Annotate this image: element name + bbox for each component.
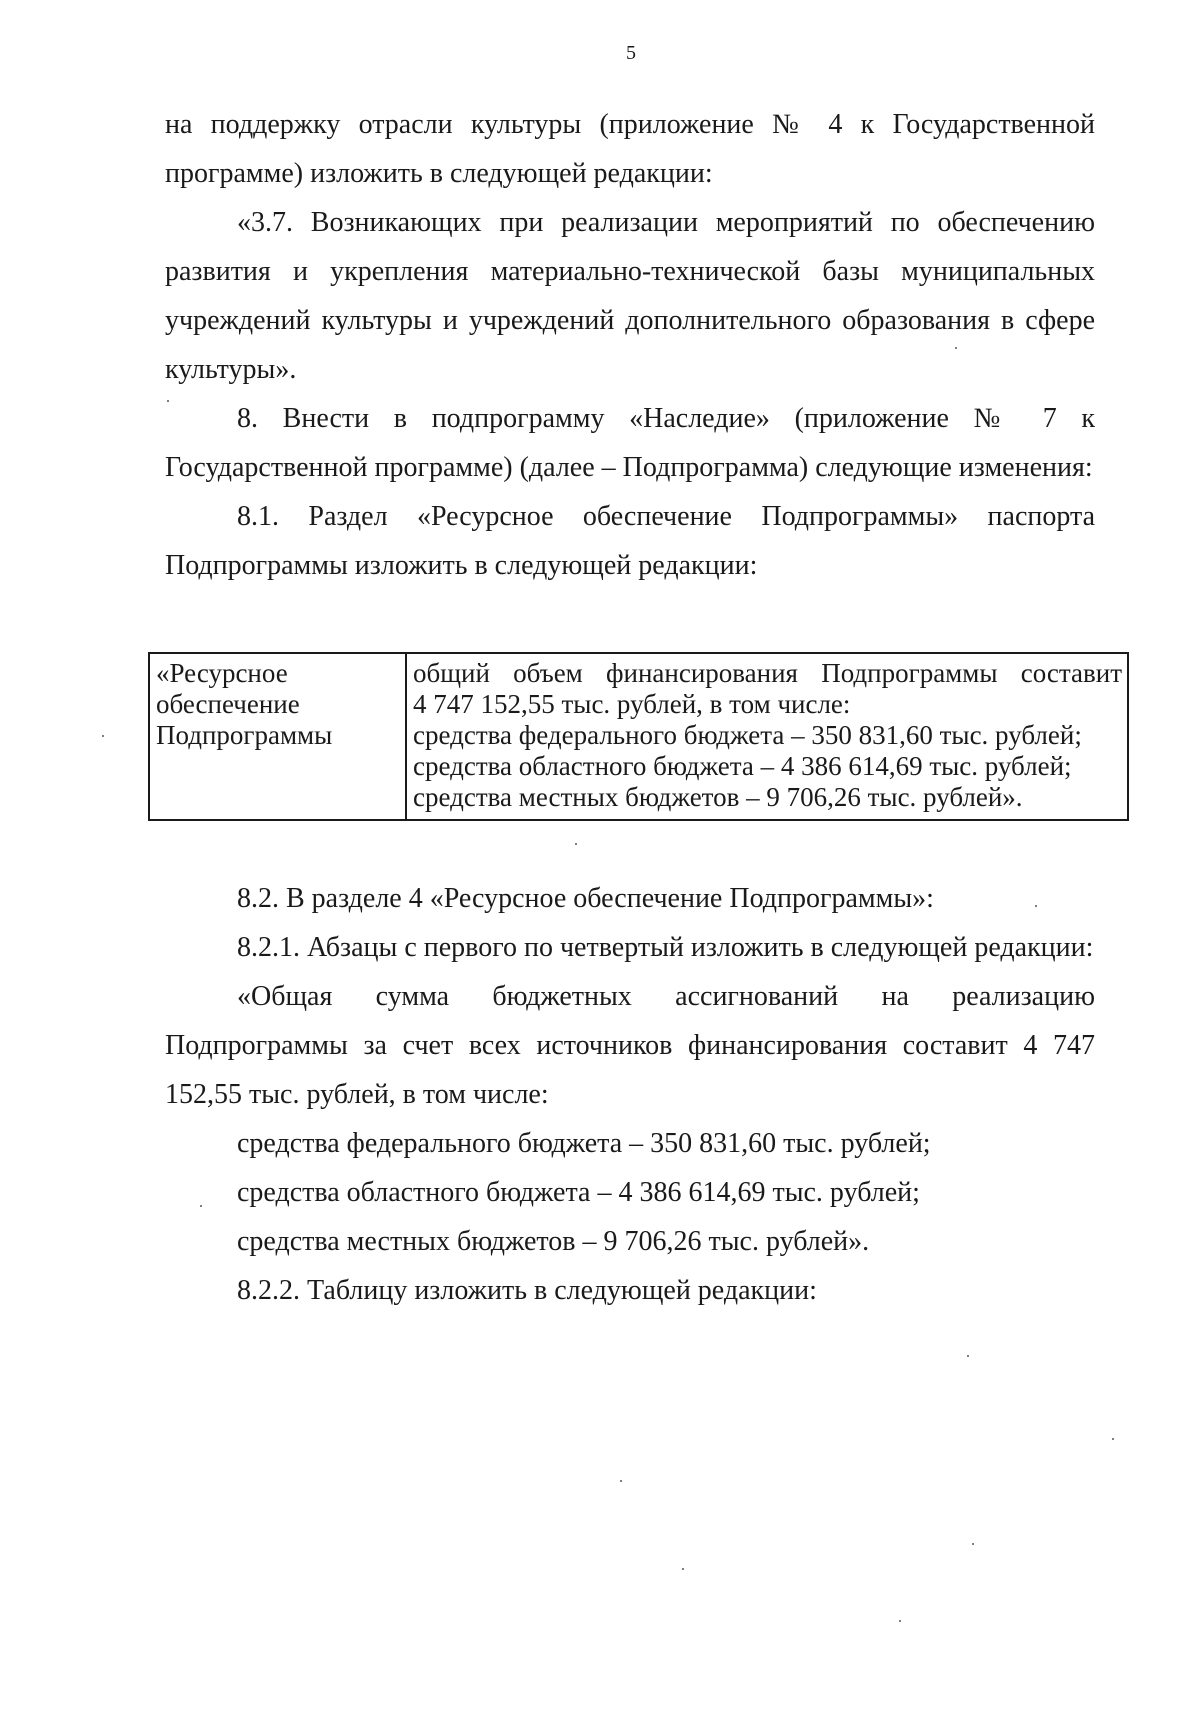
scan-speck	[955, 347, 957, 349]
list-item: средства областного бюджета – 4 386 614,69 тыс. рублей;	[237, 1177, 920, 1208]
scan-speck	[967, 1355, 969, 1357]
scan-speck	[620, 1480, 622, 1482]
paragraph-intro: на поддержку отрасли культуры (приложение № 4 к Государственной программе) изложить в следующей редакции:	[165, 109, 1095, 189]
paragraph-8-2-2: 8.2.2. Таблицу изложить в следующей редакции:	[237, 1275, 817, 1306]
table-row	[149, 653, 1128, 820]
list-item: средства местных бюджетов – 9 706,26 тыс. рублей».	[237, 1226, 870, 1257]
value-line: общий объем финансирования Подпрограммы составит	[413, 658, 1122, 688]
page-number: 5	[626, 42, 636, 64]
list-item: средства федерального бюджета – 350 831,60 тыс. рублей;	[237, 1128, 931, 1159]
value-line: средства федерального бюджета – 350 831,60 тыс. рублей;	[413, 720, 1082, 750]
value-line: 4 747 152,55 тыс. рублей, в том числе:	[413, 689, 851, 719]
scan-speck	[972, 1543, 974, 1545]
paragraph-8-2-1: 8.2.1. Абзацы с первого по четвертый изложить в следующей редакции:	[237, 932, 1094, 963]
section-8-2-block	[165, 874, 1095, 1315]
scan-speck	[575, 843, 577, 845]
paragraph-total-sum: «Общая сумма бюджетных ассигнований на реализацию Подпрограммы за счет всех источников финансирования составит 4 747 152,55 тыс. рублей, в том числе:	[165, 981, 1095, 1110]
label-line: «Ресурсное	[156, 658, 288, 688]
paragraph-8-1: 8.1. Раздел «Ресурсное обеспечение Подпрограммы» паспорта Подпрограммы изложить в следующей редакции:	[165, 501, 1095, 581]
table-cell-label	[149, 653, 406, 820]
scan-speck	[167, 400, 169, 402]
scan-speck	[1112, 1438, 1114, 1440]
scan-speck	[102, 735, 104, 737]
paragraph-8-2: 8.2. В разделе 4 «Ресурсное обеспечение Подпрограммы»:	[237, 883, 934, 914]
value-line: средства областного бюджета – 4 386 614,69 тыс. рублей;	[413, 751, 1072, 781]
scan-speck	[899, 1620, 901, 1622]
value-line: средства местных бюджетов – 9 706,26 тыс. рублей».	[413, 782, 1023, 812]
scan-speck	[200, 1205, 202, 1207]
paragraph-3-7: «3.7. Возникающих при реализации мероприятий по обеспечению развития и укрепления материально-технической базы муниципальных учреждений культуры и учреждений дополнительного образования в сфере культуры».	[165, 207, 1095, 385]
table-cell-value	[406, 653, 1128, 820]
scan-speck	[682, 1568, 684, 1570]
paragraph-8: 8. Внести в подпрограмму «Наследие» (приложение № 7 к Государственной программе) (далее – Подпрограмма) следующие изменения:	[165, 403, 1095, 483]
label-line: обеспечение	[156, 689, 300, 719]
resource-passport-table	[148, 652, 1129, 821]
label-line: Подпрограммы	[156, 720, 333, 750]
intro-text-block	[165, 100, 1095, 590]
scan-speck	[1035, 905, 1037, 907]
